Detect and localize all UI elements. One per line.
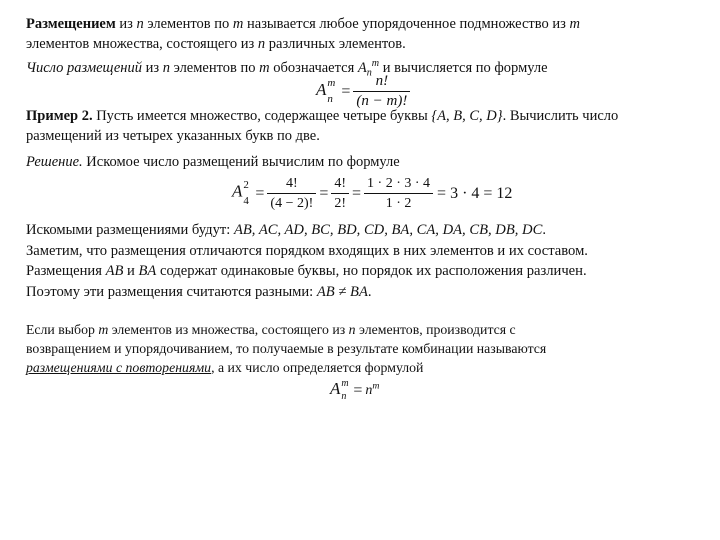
- text-fragment: из: [141, 59, 163, 76]
- solution-label: Решение.: [26, 154, 83, 170]
- formula-sub: 4: [243, 194, 249, 207]
- symbol-A: A: [357, 59, 367, 76]
- formula-sup: m: [341, 378, 349, 389]
- text-fragment: различных элементов.: [265, 36, 406, 52]
- formula-example-calc: [232, 174, 515, 213]
- text-fragment: Если выбор: [26, 322, 99, 337]
- var-n: n: [257, 36, 266, 52]
- symbol-subscript: n: [366, 67, 372, 79]
- formula-sub: n: [341, 391, 347, 402]
- var-n: n: [162, 59, 170, 76]
- example-paragraph: [26, 106, 696, 146]
- equals-sign: =: [319, 184, 329, 202]
- fraction-denominator: (n − m)!: [356, 93, 408, 109]
- solution-line: [26, 152, 696, 172]
- text-fragment: элементов множества, состоящего из: [26, 36, 258, 52]
- fraction-numerator: 4!: [267, 174, 316, 194]
- text-fragment: элементов по: [143, 16, 233, 32]
- formula-result: = 3 · 4 = 12: [437, 184, 513, 202]
- var-m: m: [98, 322, 109, 337]
- fraction-1: [267, 174, 316, 213]
- fraction-numerator: 4!: [331, 174, 349, 194]
- fraction-numerator: 1 · 2 · 3 · 4: [364, 174, 433, 194]
- term-chislo-razmeshcheniy: Число размещений: [26, 59, 142, 76]
- formula-exponent: m: [372, 380, 380, 392]
- formula-symbol-A: A: [232, 181, 243, 201]
- text-fragment: Поэтому эти размещения считаются разными:: [26, 283, 317, 300]
- text-fragment: и вычисляется по формуле: [379, 59, 548, 76]
- formula-symbol-A: A: [330, 379, 341, 399]
- text-fragment: называется любое упорядоченное подмножество из: [243, 16, 570, 32]
- formula-sup: m: [327, 76, 336, 89]
- term-razmeshcheniem: Размещением: [26, 16, 116, 32]
- example-line-1: [26, 106, 696, 126]
- example-label: Пример 2.: [26, 108, 93, 124]
- symbol-superscript: m: [371, 58, 380, 69]
- text-fragment: Пусть имеется множество, содержащее четыре буквы: [92, 108, 432, 124]
- text-fragment: элементов по: [169, 59, 260, 76]
- text-fragment: , а их число определяется формулой: [211, 360, 424, 375]
- var-m: m: [259, 59, 270, 76]
- text-fragment: .: [542, 222, 546, 238]
- text-fragment: . Вычислить число: [502, 108, 619, 124]
- repetition-line-2: возвращением и упорядочиванием, то получаемые в результате комбинации называются: [26, 341, 547, 356]
- text-fragment: элементов из множества, состоящего из: [108, 322, 349, 337]
- fraction-2: [331, 174, 349, 213]
- equals-sign: =: [353, 382, 363, 399]
- text-fragment: Искомыми размещениями будут:: [26, 222, 234, 238]
- text-fragment: из: [115, 16, 137, 32]
- arrangement-ba: BA: [138, 263, 157, 279]
- results-line-1: [26, 220, 696, 241]
- text-fragment: элементов, производится с: [355, 322, 516, 337]
- text-fragment: .: [367, 283, 372, 300]
- equals-sign: =: [352, 184, 362, 202]
- text-fragment: и: [123, 263, 139, 279]
- fraction-numerator: n!: [353, 72, 410, 92]
- var-n: n: [136, 16, 144, 32]
- fraction-denominator: 1 · 2: [385, 196, 412, 211]
- inequality-expression: AB ≠ BA: [316, 283, 368, 300]
- set-notation: {A, B, C, D}: [431, 108, 503, 124]
- fraction-denominator: (4 − 2)!: [270, 196, 314, 211]
- arrangement-ab: AB: [105, 263, 124, 279]
- text-fragment: содержат одинаковые буквы, но порядок их расположения различен.: [156, 263, 587, 279]
- var-m: m: [569, 16, 580, 32]
- fraction-3: [364, 174, 433, 213]
- term-razmeshcheniya-s-povtoreniyami: размещениями с повторениями: [26, 360, 212, 375]
- formula-sub: n: [327, 92, 333, 105]
- results-line-2: Заметим, что размещения отличаются порядком входящих в них элементов и их составом.: [26, 242, 588, 259]
- formula-sup: 2: [243, 178, 249, 191]
- definition-line-2: [26, 34, 696, 54]
- formula-base: n: [365, 383, 373, 399]
- definition-line-1: [26, 14, 696, 34]
- equals-sign: =: [255, 184, 265, 202]
- var-n: n: [348, 322, 356, 337]
- text-fragment: Размещения: [26, 263, 106, 279]
- formula-with-repetition: [330, 378, 380, 404]
- formula-symbol-A: A: [316, 79, 327, 99]
- results-paragraph: [26, 220, 696, 302]
- results-line-3: [26, 261, 696, 282]
- solution-paragraph: [26, 152, 696, 172]
- results-line-4: [26, 282, 696, 303]
- equals-sign: =: [341, 82, 351, 100]
- repetition-paragraph: [26, 320, 696, 377]
- repetition-line-1: [26, 320, 696, 339]
- example-line-2: размещений из четырех указанных букв по две.: [26, 128, 320, 144]
- repetition-line-3: [26, 358, 696, 377]
- var-m: m: [232, 16, 244, 32]
- text-fragment: Искомое число размещений вычислим по формуле: [82, 154, 400, 170]
- fraction-denominator: 2!: [334, 196, 347, 211]
- arrangements-list: AB, AC, AD, BC, BD, CD, BA, CA, DA, CB, DB, DC: [233, 222, 543, 238]
- text-fragment: обозначается: [269, 59, 358, 76]
